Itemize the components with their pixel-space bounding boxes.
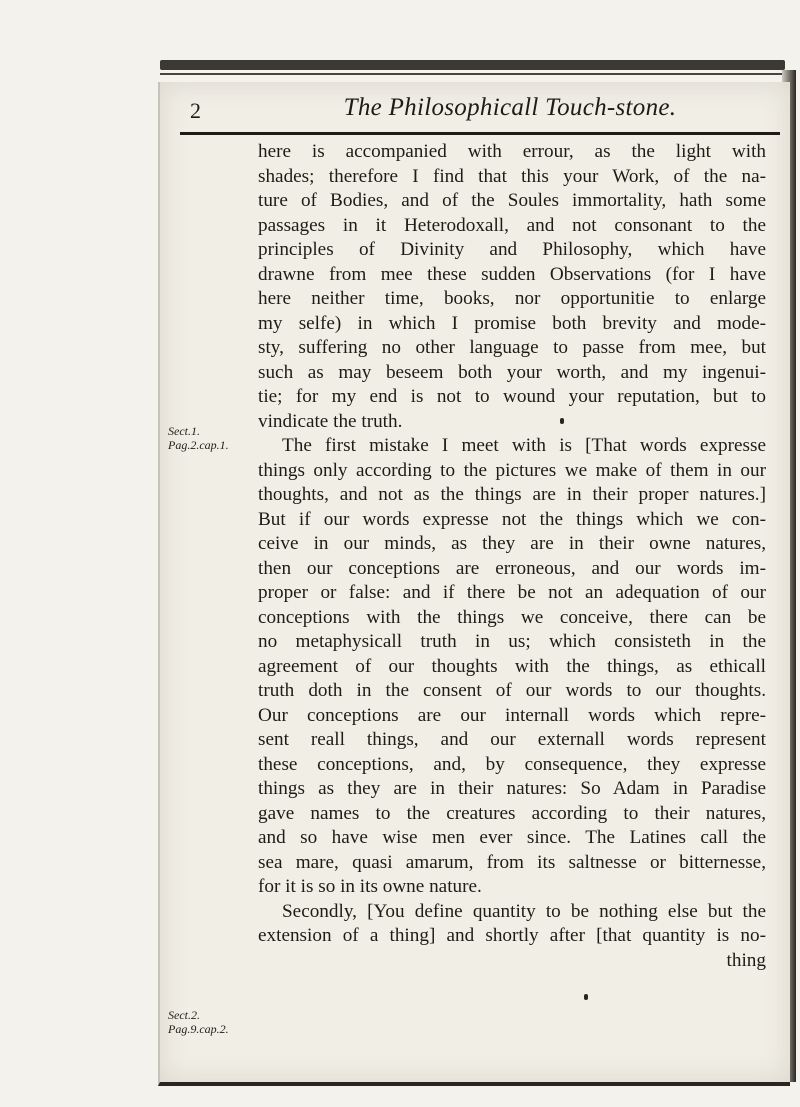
text-line: my selfe) in which I promise both brevity and mode- — [258, 312, 766, 334]
text-line: gave names to the creatures according to their natures, — [258, 802, 766, 824]
text-line: thoughts, and not as the things are in their proper natures.] — [258, 484, 766, 505]
text-line: passages in it Heterodoxall, and not consonant to the — [258, 214, 766, 236]
text-line: drawne from mee these sudden Observations (for I have — [258, 263, 766, 285]
body-text — [258, 140, 766, 973]
margin-note-1-line-1: Sect.1. — [168, 424, 200, 438]
text-line: such as may beseem both your worth, and my ingenui- — [258, 361, 766, 383]
ink-blot — [560, 418, 564, 424]
margin-note-2-line-1: Sect.2. — [168, 1008, 200, 1022]
text-line: vindicate the truth. — [258, 410, 403, 432]
text-line: sea mare, quasi amarum, from its saltnesse or bitternesse, — [258, 851, 766, 873]
text-line: Our conceptions are our internall words which repre- — [258, 704, 766, 726]
top-edge-rule — [160, 60, 785, 70]
text-line: sty, suffering no other language to passe from mee, but — [258, 337, 766, 358]
text-line: conceptions with the things we conceive, there can be — [258, 606, 766, 628]
margin-note-1-line-2: Pag.2.cap.1. — [168, 438, 229, 452]
text-line: then our conceptions are erroneous, and our words im- — [258, 557, 766, 579]
text-line: here is accompanied with errour, as the light with — [258, 141, 766, 162]
header-rule — [180, 132, 780, 135]
text-line: for it is so in its owne nature. — [258, 876, 482, 897]
text-line: no metaphysicall truth in us; which consisteth in the — [258, 631, 766, 652]
margin-note-2 — [168, 1008, 229, 1036]
margin-note-2-line-2: Pag.9.cap.2. — [168, 1022, 229, 1036]
text-line: principles of Divinity and Philosophy, which have — [258, 239, 766, 260]
text-line: proper or false: and if there be not an adequation of our — [258, 582, 766, 603]
text-line: tie; for my end is not to wound your reputation, but to — [258, 386, 766, 407]
text-line: extension of a thing] and shortly after [that quantity is no- — [258, 925, 766, 946]
margin-note-1 — [168, 424, 229, 452]
text-line: here neither time, books, nor opportunitie to enlarge — [258, 288, 766, 309]
text-line: things only according to the pictures we make of them in our — [258, 459, 766, 481]
text-line: things as they are in their natures: So Adam in Paradise — [258, 778, 766, 799]
text-line: these conceptions, and, by consequence, they expresse — [258, 753, 766, 775]
text-line: ceive in our minds, as they are in their owne natures, — [258, 533, 766, 554]
page-number: 2 — [190, 98, 201, 123]
catchword: thing — [726, 949, 766, 971]
text-line: sent reall things, and our externall words represent — [258, 729, 766, 750]
text-line: truth doth in the consent of our words to our thoughts. — [258, 680, 766, 701]
text-line: and so have wise men ever since. The Latines call the — [258, 827, 766, 848]
text-line: Secondly, [You define quantity to be nothing else but the — [282, 900, 766, 922]
text-line: ture of Bodies, and of the Soules immortality, hath some — [258, 190, 766, 211]
text-line: But if our words expresse not the things which we con- — [258, 508, 766, 530]
ink-speck — [584, 994, 588, 1000]
running-head: The Philosophicall Touch-stone. — [343, 94, 677, 121]
text-line: shades; therefore I find that this your Work, of the na- — [258, 165, 766, 187]
text-line: The first mistake I meet with is [That words expresse — [282, 435, 766, 456]
text-line: agreement of our thoughts with the things, as ethicall — [258, 655, 766, 677]
top-edge-thin-rule — [160, 73, 785, 75]
